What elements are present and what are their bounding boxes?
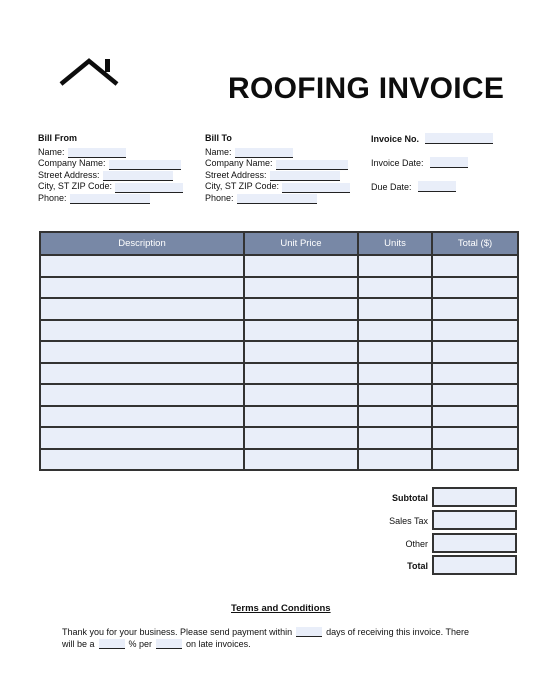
bill-from-company-field[interactable] [109,160,181,170]
table-row [40,427,518,449]
table-row [40,406,518,428]
bill-to-city-label: City, ST ZIP Code: [205,181,280,191]
bill-from-name-field[interactable] [68,148,126,158]
units-cell[interactable] [358,427,432,449]
unit-price-cell[interactable] [244,363,358,385]
due-date-label: Due Date: [371,182,412,192]
terms-text-2b: % per [128,639,153,649]
invoice-date-label: Invoice Date: [371,158,424,168]
units-cell[interactable] [358,298,432,320]
bill-from-street-field[interactable] [103,171,173,181]
bill-to-block [205,133,350,204]
bill-to-phone-field[interactable] [237,194,317,204]
bill-from-heading: Bill From [38,133,78,143]
total-cell[interactable] [432,341,518,363]
house-roof-icon [58,56,120,90]
unit-price-cell[interactable] [244,341,358,363]
bill-to-name-label: Name: [205,146,232,157]
table-body [40,255,518,470]
description-cell[interactable] [40,449,244,471]
page-title: ROOFING INVOICE [228,72,505,105]
column-header-description: Description [40,232,244,255]
description-cell[interactable] [40,363,244,385]
terms-text-1a: Thank you for your business. Please send payment within [62,627,293,637]
description-cell[interactable] [40,320,244,342]
bill-from-name-label: Name: [38,146,65,157]
table-row [40,449,518,471]
table-row [40,255,518,277]
terms-line-2 [62,639,251,649]
bill-to-company-label: Company Name: [205,158,273,168]
due-date-field[interactable] [418,181,456,192]
bill-to-street-field[interactable] [270,171,340,181]
terms-text-1b: days of receiving this invoice. There [326,627,470,637]
other-field[interactable] [432,533,517,553]
bill-to-name-field[interactable] [235,148,293,158]
due-date-row [371,181,456,192]
table-row [40,363,518,385]
unit-price-cell[interactable] [244,406,358,428]
units-cell[interactable] [358,363,432,385]
description-cell[interactable] [40,277,244,299]
total-field[interactable] [432,555,517,575]
unit-price-cell[interactable] [244,320,358,342]
total-cell[interactable] [432,449,518,471]
terms-line-1 [62,627,469,637]
terms-text-2a: will be a [62,639,95,649]
invoice-number-field[interactable] [425,133,493,144]
table-row [40,384,518,406]
invoice-date-row [371,157,468,168]
unit-price-cell[interactable] [244,255,358,277]
bill-from-phone-label: Phone: [38,192,67,203]
bill-from-city-field[interactable] [115,183,183,193]
unit-price-cell[interactable] [244,277,358,299]
bill-from-company-label: Company Name: [38,158,106,168]
description-cell[interactable] [40,341,244,363]
subtotal-label: Subtotal [392,493,428,503]
terms-text-2c: on late invoices. [186,639,251,649]
terms-heading: Terms and Conditions [231,603,331,614]
bill-from-block [38,133,183,204]
units-cell[interactable] [358,406,432,428]
table-row [40,341,518,363]
items-table [39,231,519,471]
bill-to-phone-label: Phone: [205,192,234,203]
total-label: Total [407,561,428,571]
sales-tax-field[interactable] [432,510,517,530]
units-cell[interactable] [358,341,432,363]
payment-days-field[interactable] [296,627,322,637]
description-cell[interactable] [40,298,244,320]
total-cell[interactable] [432,298,518,320]
column-header-units: Units [358,232,432,255]
total-cell[interactable] [432,384,518,406]
total-cell[interactable] [432,255,518,277]
total-cell[interactable] [432,277,518,299]
bill-from-city-label: City, ST ZIP Code: [38,181,113,191]
invoice-number-row [371,133,493,144]
unit-price-cell[interactable] [244,427,358,449]
late-fee-percent-field[interactable] [99,639,125,649]
table-row [40,320,518,342]
invoice-number-label: Invoice No. [371,134,420,144]
bill-to-street-label: Street Address: [205,169,267,180]
total-cell[interactable] [432,427,518,449]
table-header-row [40,232,518,255]
description-cell[interactable] [40,384,244,406]
column-header-total: Total ($) [432,232,518,255]
other-label: Other [405,539,428,549]
unit-price-cell[interactable] [244,449,358,471]
bill-from-phone-field[interactable] [70,194,150,204]
unit-price-cell[interactable] [244,384,358,406]
description-cell[interactable] [40,406,244,428]
total-cell[interactable] [432,363,518,385]
total-cell[interactable] [432,406,518,428]
table-row [40,277,518,299]
unit-price-cell[interactable] [244,298,358,320]
units-cell[interactable] [358,449,432,471]
units-cell[interactable] [358,277,432,299]
sales-tax-label: Sales Tax [389,516,428,526]
units-cell[interactable] [358,320,432,342]
bill-to-city-field[interactable] [282,183,350,193]
late-fee-period-field[interactable] [156,639,182,649]
invoice-date-field[interactable] [430,157,468,168]
units-cell[interactable] [358,384,432,406]
subtotal-field[interactable] [432,487,517,507]
units-cell[interactable] [358,255,432,277]
bill-to-heading: Bill To [205,133,232,143]
table-row [40,298,518,320]
total-cell[interactable] [432,320,518,342]
bill-to-company-field[interactable] [276,160,348,170]
description-cell[interactable] [40,427,244,449]
bill-from-street-label: Street Address: [38,169,100,180]
description-cell[interactable] [40,255,244,277]
column-header-unit-price: Unit Price [244,232,358,255]
